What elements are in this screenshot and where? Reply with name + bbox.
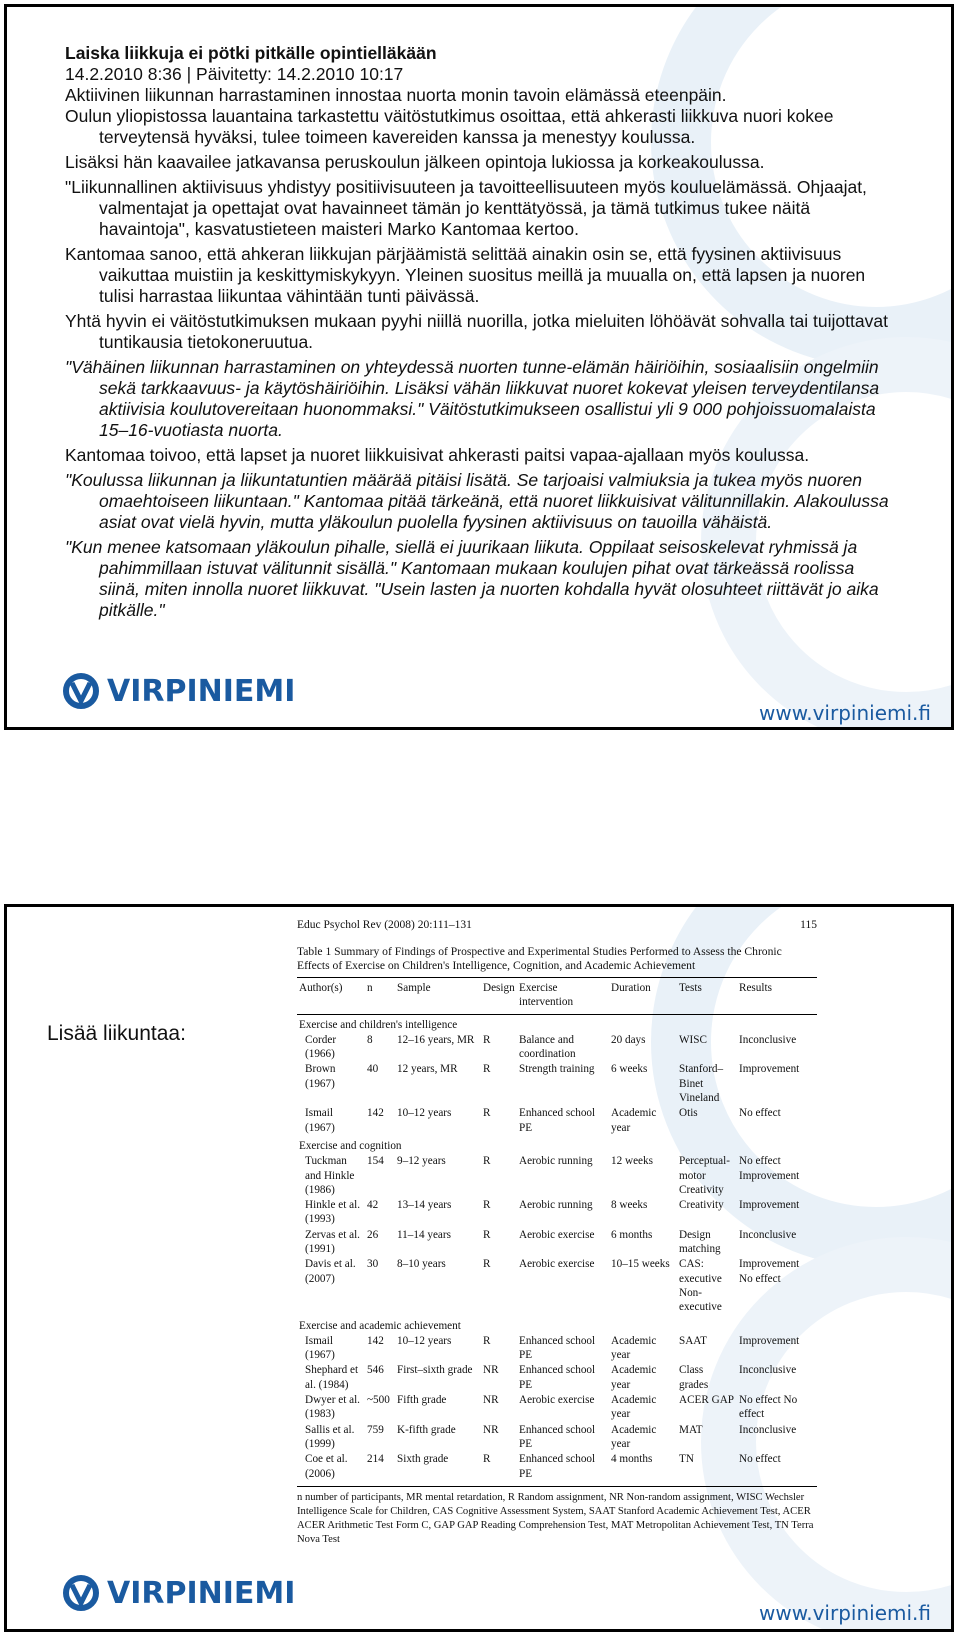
- table-cell: R: [483, 1334, 491, 1347]
- table-cell: R: [483, 1199, 491, 1212]
- virpiniemi-logo-icon: [63, 1575, 99, 1611]
- table-cell: Improvement: [739, 1199, 800, 1212]
- table-cell: Enhanced school PE: [519, 1334, 596, 1362]
- table-cell: 42: [367, 1199, 379, 1212]
- table-row: [297, 1363, 817, 1393]
- table-cell: R: [483, 1258, 491, 1271]
- table-cell: Strength training: [519, 1063, 595, 1076]
- column-header: Sample: [395, 978, 481, 1015]
- table-cell: 10–12 years: [397, 1107, 452, 1120]
- table-row: [297, 1423, 817, 1453]
- table-row: [297, 1334, 817, 1364]
- table-cell: Enhanced school PE: [519, 1364, 596, 1391]
- table-cell: Enhanced school PE: [519, 1107, 596, 1134]
- table-cell: 12–16 years, MR: [397, 1033, 475, 1046]
- table-row: [297, 1257, 817, 1315]
- table-cell: R: [483, 1155, 491, 1168]
- virpiniemi-logo: [63, 673, 295, 709]
- table-cell: Academic year: [611, 1423, 657, 1450]
- table-cell: 8 weeks: [611, 1199, 648, 1212]
- table-row: [297, 1033, 817, 1063]
- table-row: [297, 1154, 817, 1198]
- table-row: [297, 1106, 817, 1136]
- table-cell: 6 weeks: [611, 1063, 648, 1076]
- table-cell: 9–12 years: [397, 1155, 446, 1168]
- website-url: www.virpiniemi.fi: [759, 1601, 931, 1625]
- article-paragraphs: [65, 106, 895, 621]
- virpiniemi-logo-icon: [63, 673, 99, 709]
- table-cell: R: [483, 1453, 491, 1466]
- table-cell: SAAT: [679, 1334, 707, 1347]
- table-cell: 214: [367, 1453, 384, 1466]
- article-paragraph: Yhtä hyvin ei väitöstutkimuksen mukaan pyyhi niillä nuorilla, jotka mieluiten löhöävät sohvalla tai tuijottavat tuntikausia tietokoneruutua.: [65, 311, 888, 352]
- article-lead: Aktiivinen liikunnan harrastaminen innostaa nuorta monin tavoin elämässä eteenpäin.: [65, 85, 727, 105]
- table-cell: 546: [367, 1364, 384, 1377]
- article-paragraph: "Vähäinen liikunnan harrastaminen on yhteydessä nuorten tunne-elämän häiriöihin, sosiaalisiin ongelmiin sekä tarkkaavuus- ja käytöshäiriöihin. Lisäksi vähän liikkuvat nuoret kokevat yleisen terveydentilansa aktiivisia koulutovereitaan huonommaksi." Väitöstutkimukseen osallistui yli 9 000 pohjoissuomalaista 15–16-vuotiasta nuorta.: [65, 357, 880, 440]
- table-cell: Aerobic exercise: [519, 1394, 595, 1407]
- table-cell: Aerobic exercise: [519, 1228, 595, 1241]
- table-cell: R: [483, 1107, 491, 1120]
- logo-text: VIRPINIEMI: [107, 673, 296, 709]
- column-header: n: [365, 978, 395, 1015]
- table-row: [297, 1198, 817, 1228]
- table-cell: Sallis et al. (1999): [305, 1423, 355, 1450]
- table-cell: No effect: [739, 1107, 781, 1120]
- table-cell: TN: [679, 1453, 694, 1466]
- table-cell: Inconclusive: [739, 1423, 797, 1436]
- table-cell: Dwyer et al. (1983): [305, 1394, 360, 1421]
- table-cell: 8–10 years: [397, 1258, 446, 1271]
- table-cell: 142: [367, 1334, 384, 1347]
- table-cell: Class grades: [679, 1364, 709, 1391]
- table-row: [297, 1228, 817, 1258]
- column-header: Duration: [609, 978, 677, 1015]
- table-row: [297, 1062, 817, 1106]
- table-cell: R: [483, 1063, 491, 1076]
- article-paragraph: "Liikunnallinen aktiivisuus yhdistyy positiivisuuteen ja tavoitteellisuuteen myös kouluelämässä. Ohjaajat, valmentajat ja opettajat ovat havainneet tämän jo kenttätyössä, ja tämä tutkimus tukee näitä havaintoja", kasvatustieteen maisteri Marko Kantomaa kertoo.: [65, 177, 867, 239]
- table-cell: Stanford–Binet Vineland: [679, 1063, 724, 1105]
- article-title: Laiska liikkuja ei pötki pitkälle opintielläkään: [65, 43, 437, 63]
- table-cell: Zervas et al. (1991): [305, 1228, 360, 1256]
- table-cell: 10–12 years: [397, 1334, 452, 1347]
- table-cell: Ismail (1967): [305, 1107, 335, 1134]
- slide-table: [4, 904, 954, 1632]
- table-header-row: [297, 978, 817, 1015]
- table-section-row: [297, 1316, 817, 1334]
- table-cell: Sixth grade: [397, 1453, 449, 1466]
- table-cell: Aerobic running: [519, 1155, 593, 1168]
- table-cell: NR: [483, 1394, 499, 1407]
- table-cell: Perceptual-motor Creativity: [679, 1155, 730, 1196]
- section-title: Exercise and children's intelligence: [299, 1018, 458, 1031]
- table-cell: 30: [367, 1258, 379, 1271]
- table-cell: K-fifth grade: [397, 1423, 456, 1436]
- table-cell: 759: [367, 1423, 384, 1436]
- article-paragraph: Lisäksi hän kaavailee jatkavansa peruskoulun jälkeen opintoja lukiossa ja korkeakoulussa.: [65, 152, 765, 172]
- table-cell: 12 weeks: [611, 1155, 653, 1168]
- table-cell: NR: [483, 1423, 499, 1436]
- section-title: Exercise and cognition: [299, 1139, 402, 1152]
- table-cell: 20 days: [611, 1033, 646, 1046]
- article-paragraph: Kantomaa sanoo, että ahkeran liikkujan pärjäämistä selittää ainakin osin se, että fyysinen aktiivisuus vaikuttaa muistiin ja keskittymiskykyyn. Yleinen suositus meillä ja muualla on, että lapsen ja nuoren tulisi harrastaa liikuntaa vähintään tunti päivässä.: [65, 244, 866, 306]
- table-cell: MAT: [679, 1423, 703, 1436]
- table-cell: 40: [367, 1063, 379, 1076]
- table-cell: Inconclusive: [739, 1364, 797, 1377]
- table-cell: No effect No effect: [739, 1394, 798, 1421]
- article-date: 14.2.2010 8:36 | Päivitetty: 14.2.2010 10:17: [65, 64, 404, 84]
- journal-header: [297, 919, 817, 931]
- table-cell: Academic year: [611, 1364, 657, 1391]
- table-cell: Creativity: [679, 1199, 724, 1212]
- column-header: Design: [481, 978, 517, 1015]
- column-header: Tests: [677, 978, 737, 1015]
- table-cell: Coe et al. (2006): [305, 1453, 348, 1480]
- table-cell: Academic year: [611, 1394, 657, 1421]
- table-cell: 26: [367, 1228, 379, 1241]
- table-cell: Fifth grade: [397, 1394, 447, 1407]
- virpiniemi-logo: [63, 1575, 295, 1611]
- article-paragraph: "Koulussa liikunnan ja liikuntatuntien määrää pitäisi lisätä. Se tarjoaisi valmiuksia ja tukea myös nuoren omaehtoiseen liikuntaan." Kantomaa pitää tärkeänä, että nuoret liikkuisivat välitunnillakin. Alakoulussa asiat ovat vielä hyvin, mutta yläkoulun puolella fyysinen aktiivisuus on tauoilla vähäistä.: [65, 470, 889, 532]
- table-row: [297, 1452, 817, 1482]
- table-cell: 142: [367, 1107, 384, 1120]
- table-cell: ACER GAP: [679, 1394, 735, 1407]
- table-cell: Davis et al. (2007): [305, 1258, 356, 1285]
- journal-citation: Educ Psychol Rev (2008) 20:111–131: [297, 919, 472, 931]
- table-caption: Table 1 Summary of Findings of Prospective and Experimental Studies Performed to Assess the Chronic Effects of Exercise on Children's Intelligence, Cognition, and Academic Achievement: [297, 945, 782, 972]
- table-cell: No effect: [739, 1453, 781, 1466]
- table-cell: Corder (1966): [305, 1033, 337, 1061]
- table-cell: Enhanced school PE: [519, 1453, 596, 1480]
- table-section-row: [297, 1136, 817, 1154]
- column-header: Author(s): [297, 978, 365, 1015]
- table-cell: First–sixth grade: [397, 1364, 473, 1377]
- logo-text: VIRPINIEMI: [107, 1575, 296, 1611]
- table-cell: 10–15 weeks: [611, 1258, 670, 1271]
- slide-label: Lisää liikuntaa:: [47, 1022, 186, 1045]
- table-cell: 4 months: [611, 1453, 653, 1466]
- table-cell: Inconclusive: [739, 1228, 797, 1241]
- table-cell: Academic year: [611, 1334, 657, 1362]
- table-cell: CAS: executive Non-executive: [679, 1258, 722, 1314]
- table-cell: Aerobic running: [519, 1199, 593, 1212]
- table-cell: R: [483, 1033, 491, 1046]
- table-section-row: [297, 1014, 817, 1033]
- article-paragraph: "Kun menee katsomaan yläkoulun pihalle, siellä ei juurikaan liikuta. Oppilaat seisoskelevat ryhmissä ja pahimmillaan istuvat välitunnit sisällä." Kantomaan mukaan koulujen pihat ovat tärkeässä roolissa siinä, miten innolla nuoret liikkuvat. "Usein lasten ja nuorten kohdalla hyvät olosuhteet riittävät jo aika pitkälle.": [65, 537, 879, 620]
- table-footnote: n number of participants, MR mental retardation, R Random assignment, NR Non-random assignment, WISC Wechsler Intelligence Scale for Children, CAS Cognitive Assessment System, SAAT Stanford Academic Achievement Test, ACER ACER Arithmetic Test Form C, GAP GAP Reading Comprehension Test, MAT Metropolitan Achievement Test, TN Terra Nova Test: [297, 1486, 817, 1547]
- table-cell: 154: [367, 1155, 384, 1168]
- table-cell: Improvement No effect: [739, 1258, 800, 1285]
- table-body: [297, 1014, 817, 1482]
- table-cell: Improvement: [739, 1063, 800, 1076]
- table-cell: 6 months: [611, 1228, 653, 1241]
- slide-article: [4, 4, 954, 730]
- table-cell: Otis: [679, 1107, 698, 1120]
- table-cell: Brown (1967): [305, 1063, 336, 1090]
- table-cell: Balance and coordination: [519, 1033, 576, 1061]
- table-cell: Inconclusive: [739, 1033, 797, 1046]
- article-paragraph: Kantomaa toivoo, että lapset ja nuoret liikkuisivat ahkerasti paitsi vapaa-ajallaan myös koulussa.: [65, 445, 810, 465]
- table-cell: ~500: [367, 1394, 390, 1407]
- table-cell: NR: [483, 1364, 499, 1377]
- table-cell: Improvement: [739, 1334, 800, 1347]
- table-cell: WISC: [679, 1033, 707, 1046]
- article-paragraph: Oulun yliopistossa lauantaina tarkastettu väitöstutkimus osoittaa, että ahkerasti liikkuva nuori kokee terveytensä hyväksi, tulee toimeen kavereiden kanssa ja menestyy koulussa.: [65, 106, 834, 147]
- table-cell: Enhanced school PE: [519, 1423, 596, 1450]
- table-cell: No effect Improvement: [739, 1155, 800, 1182]
- table-cell: R: [483, 1228, 491, 1241]
- table-cell: 13–14 years: [397, 1199, 452, 1212]
- column-header: Exercise intervention: [517, 978, 609, 1015]
- table-cell: Academic year: [611, 1107, 657, 1134]
- journal-excerpt: [297, 919, 817, 1547]
- table-cell: Aerobic exercise: [519, 1258, 595, 1271]
- table-cell: 12 years, MR: [397, 1063, 458, 1076]
- column-header: Results: [737, 978, 817, 1015]
- findings-table: [297, 977, 817, 1482]
- table-cell: Ismail (1967): [305, 1334, 335, 1362]
- table-cell: 11–14 years: [397, 1228, 451, 1241]
- website-url: www.virpiniemi.fi: [759, 701, 931, 725]
- table-row: [297, 1393, 817, 1423]
- article-body: [65, 43, 895, 625]
- journal-page: 115: [800, 919, 817, 931]
- table-cell: Design matching: [679, 1228, 721, 1256]
- table-cell: Shephard et al. (1984): [305, 1364, 359, 1391]
- table-cell: Tuckman and Hinkle (1986): [305, 1155, 355, 1196]
- table-cell: 8: [367, 1033, 373, 1046]
- table-cell: Hinkle et al. (1993): [305, 1199, 360, 1226]
- section-title: Exercise and academic achievement: [299, 1319, 461, 1332]
